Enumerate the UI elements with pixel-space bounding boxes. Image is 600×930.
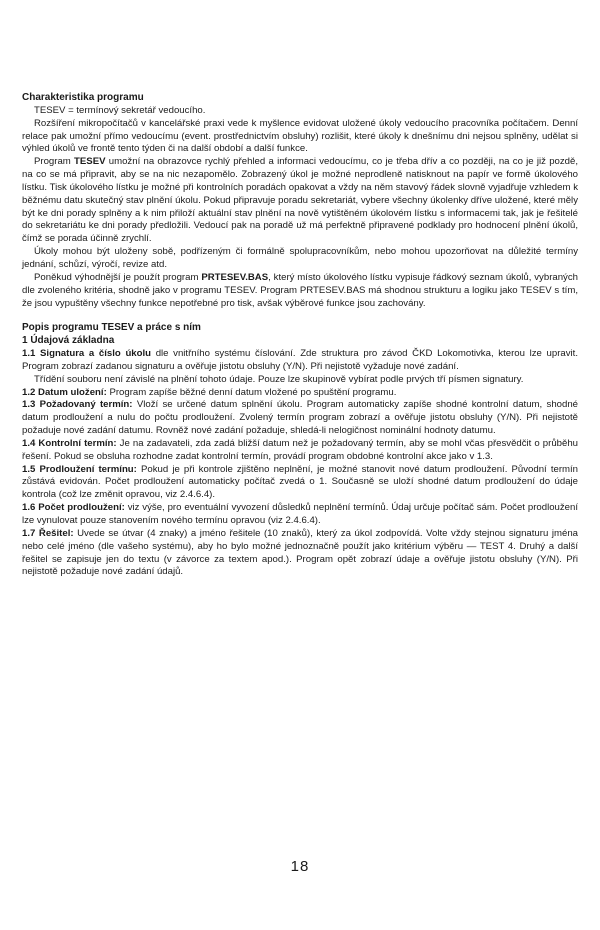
section-heading-popis: Popis programu TESEV a práce s ním (22, 322, 201, 334)
item-1-2: 1.2 Datum uložení: Program zapíše běžné denní datum vložené po spuštění programu. (22, 386, 397, 398)
paragraph: Poněkud výhodnější je použít program PRTESEV.BAS, který místo úkolového lístku vypisuje řádkový seznam úkolů, vybraných dle zvoleného kritéria, shodně jako v programu TESEV. Program PRTESEV.BAS má shodnou strukturu a logiku jako TESEV s tím, že jsou vypuštěny všechny funkce nepotřebné pro tisk, avšak výběrové funkce jsou zachovány. (22, 271, 578, 309)
item-1-4: 1.4 Kontrolní termín: Je na zadavateli, zda zadá bližší datum než je požadovaný termín, aby se mohl včas přesvědčit o průběhu řešení. Pokud se obsluha rozhodne zadat kontrolní termín, provádí program obdobné kontrolní akce jako v 1.3. (22, 437, 578, 462)
paragraph: Úkoly mohou být uloženy sobě, podřízeným či formálně spolupracovníkům, nebo mohou upozorňovat na důležité termíny jednání, schůzí, výročí, revize atd. (22, 246, 578, 270)
item-1-3: 1.3 Požadovaný termín: Vloží se určené datum splnění úkolu. Program automaticky zapíše shodné kontrolní datum, shodné datum prodloužení a nulu do počtu prodloužení. Zvolený termín program zobrazí a ověřuje jistotu obsluhy (Y/N). Při nejistotě požaduje nové zadání datumu. Rovněž nové zadání požaduje, shledá-li nelogičnost nominální hodnoty datumu. (22, 399, 578, 437)
item-1-1: 1.1 Signatura a číslo úkolu dle vnitřního systému číslování. Zde struktura pro závod ČKD Lokomotivka, kterou lze upravit. Program zobrazí zadanou signaturu a ověřuje jistotu obsluhy (Y/N). Při nejistotě vyžaduje nové zadání. (22, 348, 578, 372)
section-heading-charakteristika: Charakteristika programu (22, 92, 144, 103)
tesev-definition: TESEV = termínový sekretář vedoucího. (34, 104, 206, 116)
item-1-7: 1.7 Řešitel: Uvede se útvar (4 znaky) a jméno řešitele (10 znaků), který za úkol zodpovídá. Volte vždy stejnou signaturu jména nebo celé jméno (dle vašeho systému), aby ho bylo možné jednoznačně použít jako kritérium výběru — TEST 4. Druhý a další řešitel se zapisuje jen do textu (v závorce za textem apod.). Program opět zobrazí údaje a ověřuje jistotu obsluhy (Y/N). Při nejistotě požaduje nové zadání údajů. (22, 527, 578, 578)
item-1-6: 1.6 Počet prodloužení: viz výše, pro eventuální vyvození důsledků neplnění termínů. Údaj určuje počítač sám. Počet prodloužení lze vynulovat pouze stanovením nového termínu opravou (viz 2.4.6.4). (22, 502, 579, 526)
paragraph: Rozšíření mikropočítačů v kancelářské praxi vede k myšlence evidovat uložené úkoly vedoucího pracovníka počítačem. Denní relace pak umožní přímo vedoucímu (event. prostřednictvím obsluhy) rozlišit, které úkoly k dnešnímu dni nejsou splněny, udělat si výhled úkolů ve frontě tento týden či na další období a další funkce. (22, 117, 578, 155)
item-1-5: 1.5 Prodloužení termínu: Pokud je při kontrole zjištěno neplnění, je možné stanovit nové datum prodloužení. Původní termín zůstává evidován. Počet prodloužení automaticky počítač zvedá o 1. Současně se uloží shodné datum prodloužení do údaje kontrola (což lze změnit opravou, viz 2.4.6.4). (22, 463, 579, 501)
paragraph: Třídění souboru není závislé na plnění tohoto údaje. Pouze lze skupinově vybírat podle prvých tří písmen signatury. (34, 373, 524, 385)
page-number: 18 (290, 858, 310, 875)
page-content (22, 92, 578, 579)
subsection-heading: 1 Údajová základna (22, 335, 115, 347)
paragraph: Program TESEV umožní na obrazovce rychlý přehled a informaci vedoucímu, co je třeba dřív a co později, na co je již pozdě, na co se má připravit, aby se na nic nezapomělo. Zobrazený úkol je možné neprodleně natisknout na papír ve formě úkolového lístku. Tisk úkolového lístku je možné při kontrolních poradách opakovat a vždy na něm stavový řádek slovně vyjadřuje vzhledem k běžnému datu skutečný stav plnění úkolu. Pokud připravuje poradu sekretariát, vybere všechny úkolenky dříve uložené, které měly být ke dni porady splněny a k nim přiloží aktuální stav plnění na nově vytištěném úkolovém lístku s informacemi tak, jak je řešitelé do sekretariátu ke dni porady předložili. Vedoucí pak na poradě už má perfektně připravené podklady pro hodnocení plnění úkolů, čímž se porada účinně zrychlí. (22, 156, 578, 245)
